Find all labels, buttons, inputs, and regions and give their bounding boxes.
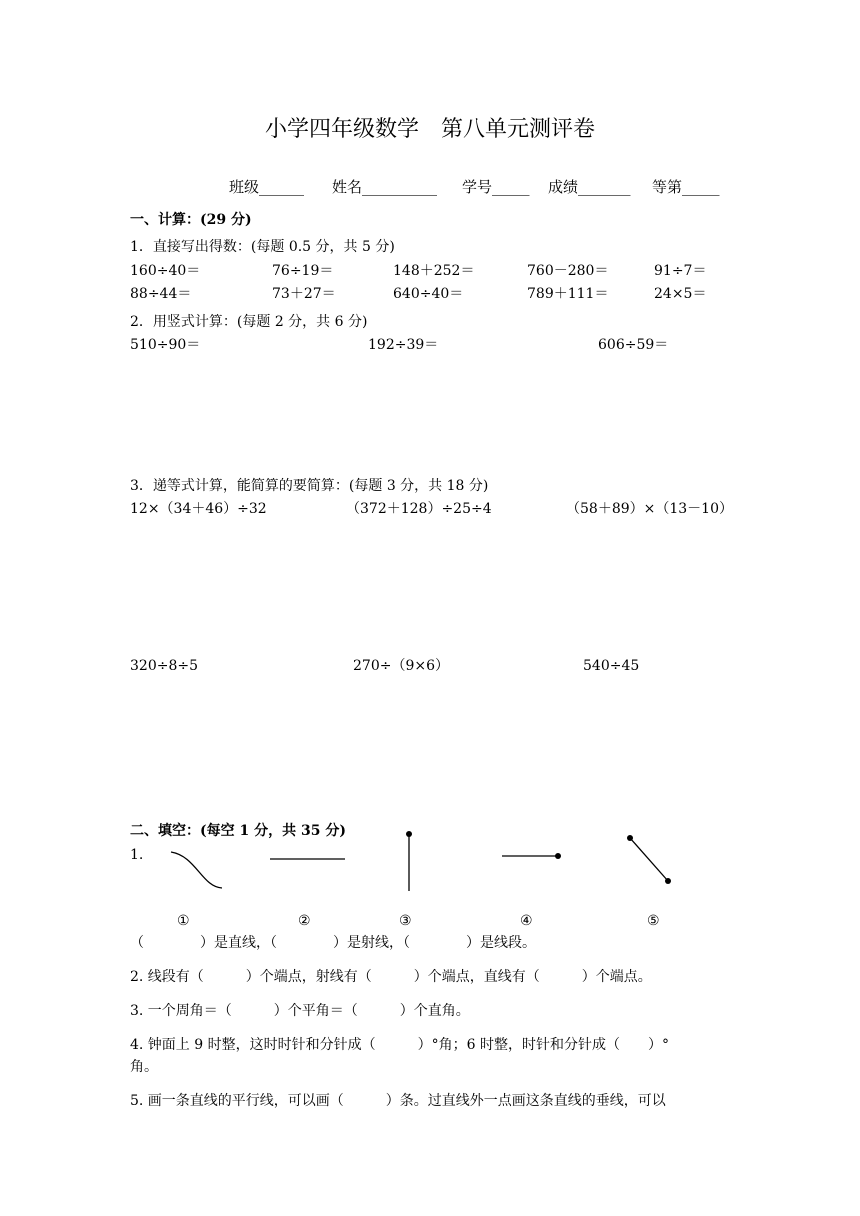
fill-q1-number: 1. (130, 847, 144, 863)
q3-item: 320÷8÷5 (130, 658, 198, 674)
endpoint-dot (555, 853, 561, 859)
q3-item: 540÷45 (583, 658, 640, 674)
endpoint-dot (627, 835, 633, 841)
endpoint-dot (665, 878, 671, 884)
fill-q4-continued: 角。 (130, 1059, 158, 1075)
q1-item: 88÷44＝ (130, 286, 192, 302)
fill-q4: 4. 钟面上 9 时整，这时时针和分针成（ ）°角；6 时整，时针和分针成（ ）° (130, 1037, 669, 1053)
figure-label: ① (177, 913, 190, 929)
class-field: 班级______ (229, 178, 305, 196)
q1-item: 73＋27＝ (272, 286, 336, 302)
q1-item: 789＋111＝ (527, 286, 609, 302)
section-1-heading: 一、计算：(29 分) (130, 212, 252, 228)
name-field: 姓名__________ (332, 178, 438, 196)
curve-figure (171, 852, 222, 888)
q1-item: 148＋252＝ (393, 263, 475, 279)
score-field: 成绩_______ (548, 178, 631, 196)
q3-item: 12×（34＋46）÷32 (130, 501, 267, 517)
grade-field: 等第_____ (652, 178, 720, 196)
fill-q3: 3. 一个周角＝（ ）个平角＝（ ）个直角。 (130, 1003, 470, 1019)
fill-q1-answer: （ ）是直线，（ ）是射线，（ ）是线段。 (130, 935, 536, 951)
figure-label: ③ (399, 913, 412, 929)
fill-q5: 5. 画一条直线的平行线，可以画（ ）条。过直线外一点画这条直线的垂线，可以 (130, 1093, 666, 1109)
q3-item: 270÷（9×6） (353, 658, 449, 674)
segment-figure (630, 838, 668, 881)
q3-label: 3．递等式计算，能简算的要简算：(每题 3 分，共 18 分) (130, 478, 489, 494)
q2-item: 510÷90＝ (130, 337, 201, 353)
q3-item: （58＋89）×（13－10） (566, 501, 733, 517)
figure-label: ② (298, 913, 311, 929)
q3-item: （372＋128）÷25÷4 (346, 501, 492, 517)
q1-item: 76÷19＝ (272, 263, 334, 279)
section-2-heading: 二、填空：(每空 1 分，共 35 分) (130, 823, 346, 839)
fill-q2: 2. 线段有（ ）个端点，射线有（ ）个端点，直线有（ ）个端点。 (130, 969, 652, 985)
page-title: 小学四年级数学 第八单元测评卷 (264, 117, 595, 142)
q2-item: 606÷59＝ (598, 337, 669, 353)
figure-label: ⑤ (647, 913, 660, 929)
q1-item: 91÷7＝ (654, 263, 707, 279)
student-number-field: 学号_____ (462, 178, 530, 196)
q1-item: 760－280＝ (527, 263, 609, 279)
figure-label: ④ (520, 913, 533, 929)
q2-label: 2．用竖式计算：(每题 2 分，共 6 分) (130, 314, 368, 330)
q1-item: 24×5＝ (654, 286, 707, 302)
q2-item: 192÷39＝ (368, 337, 439, 353)
q1-label: 1．直接写出得数：(每题 0.5 分，共 5 分) (130, 239, 395, 255)
endpoint-dot (406, 831, 412, 837)
q1-item: 640÷40＝ (393, 286, 464, 302)
q1-item: 160÷40＝ (130, 263, 201, 279)
